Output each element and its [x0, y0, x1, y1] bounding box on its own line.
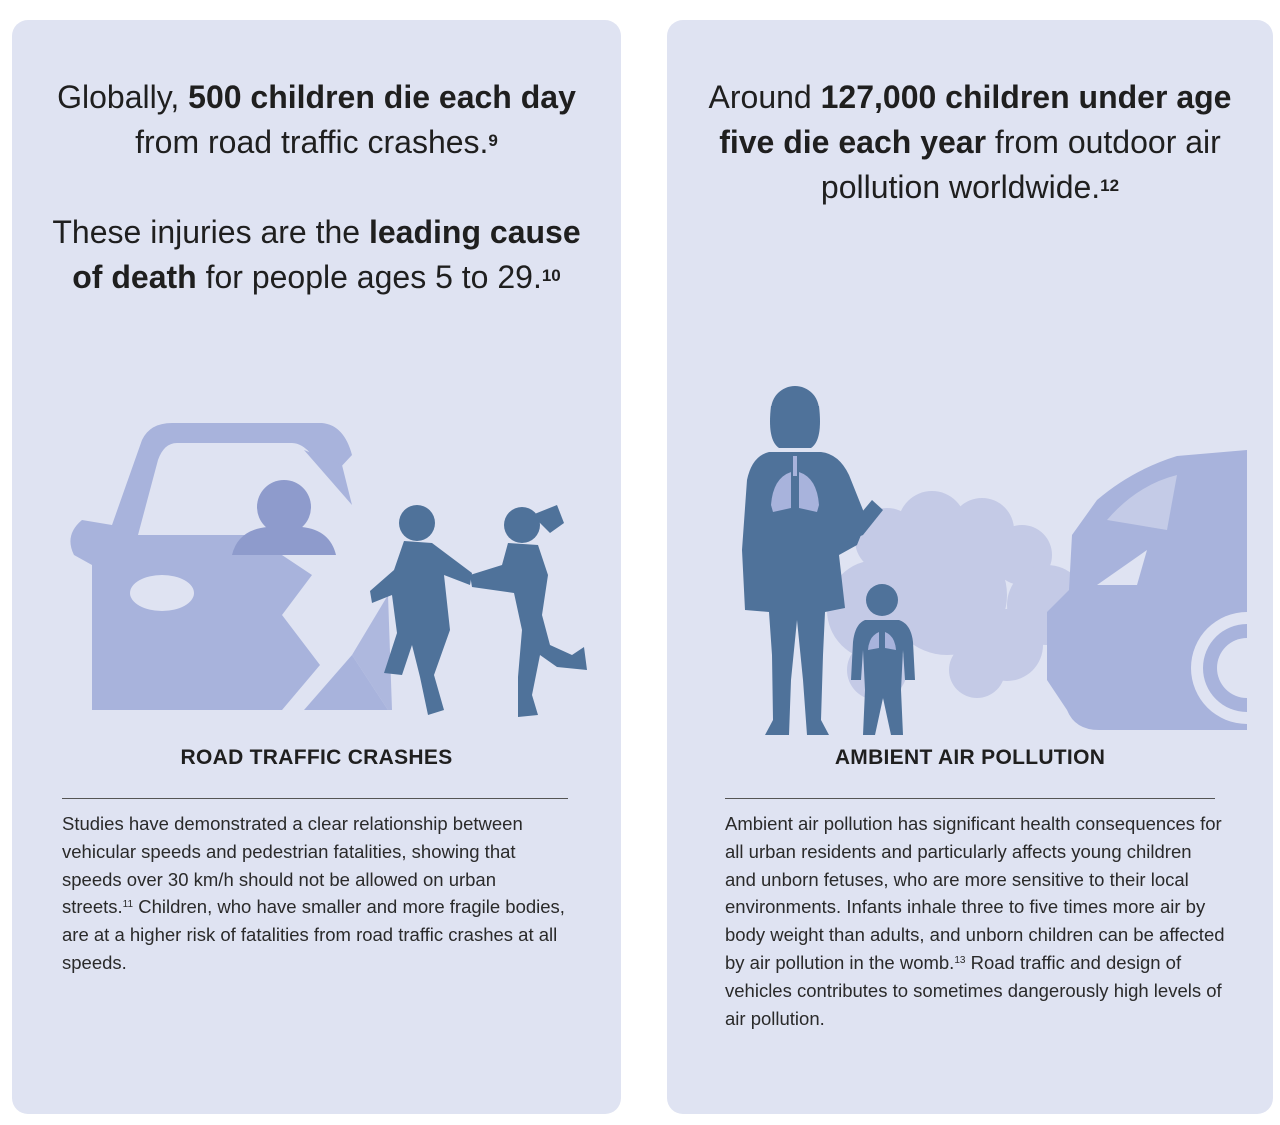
body-text-part: Studies have demonstrated a clear relationship between vehicular speeds and pedestrian fatalities, showing that speeds over 30 km/h should not be allowed on urban streets. [62, 813, 523, 918]
air-pollution-section-title: AMBIENT AIR POLLUTION [834, 746, 1106, 769]
left-headline-2 [12, 210, 621, 300]
headline-bold: 500 children die each day [188, 79, 576, 115]
headline-bold: 127,000 children under age five die each year [719, 79, 1232, 160]
footnote-ref: 12 [1100, 176, 1120, 195]
car-silhouette-icon [70, 423, 392, 710]
right-headline-1 [667, 75, 1273, 210]
footnote-ref: 9 [488, 131, 498, 150]
headlight-icon [130, 575, 194, 611]
driver-silhouette-icon [232, 480, 336, 555]
road-crash-illustration [52, 415, 592, 745]
divider [725, 798, 1215, 799]
headline-text: These injuries are the [52, 214, 369, 250]
air-pollution-card [667, 20, 1273, 1114]
body-text-part: Ambient air pollution has significant health consequences for all urban residents and particularly affects young children and unborn fetuses, who are more sensitive to their local environments. Infants inhale three to five times more air by body weight than adults, and unborn children can be affected by air pollution in the womb. [725, 813, 1225, 973]
road-traffic-body-text [62, 810, 572, 977]
headline-text: for people ages 5 to 29. [196, 259, 542, 295]
road-traffic-section-title: ROAD TRAFFIC CRASHES [180, 746, 453, 769]
headline-text: from outdoor air pollution worldwide. [820, 124, 1221, 205]
body-text-part: Children, who have smaller and more fragile bodies, are at a higher risk of fatalities from road traffic crashes at all speeds. [62, 896, 565, 973]
left-headline-1 [12, 75, 621, 165]
air-pollution-body-text [725, 810, 1225, 1032]
headline-text: Around [708, 79, 821, 115]
headline-text: Globally, [57, 79, 189, 115]
body-text-part: Road traffic and design of vehicles contributes to sometimes dangerously high levels of air pollution. [725, 951, 1222, 1029]
footnote-ref: 11 [122, 899, 134, 911]
road-traffic-card [12, 20, 621, 1114]
headline-text: from road traffic crashes. [135, 124, 489, 160]
headline-bold: leading cause of death [72, 214, 581, 295]
footnote-ref: 10 [541, 266, 561, 285]
footnote-ref: 13 [954, 954, 966, 966]
divider [62, 798, 568, 799]
children-running-icon [370, 505, 587, 717]
air-pollution-illustration [707, 380, 1247, 745]
